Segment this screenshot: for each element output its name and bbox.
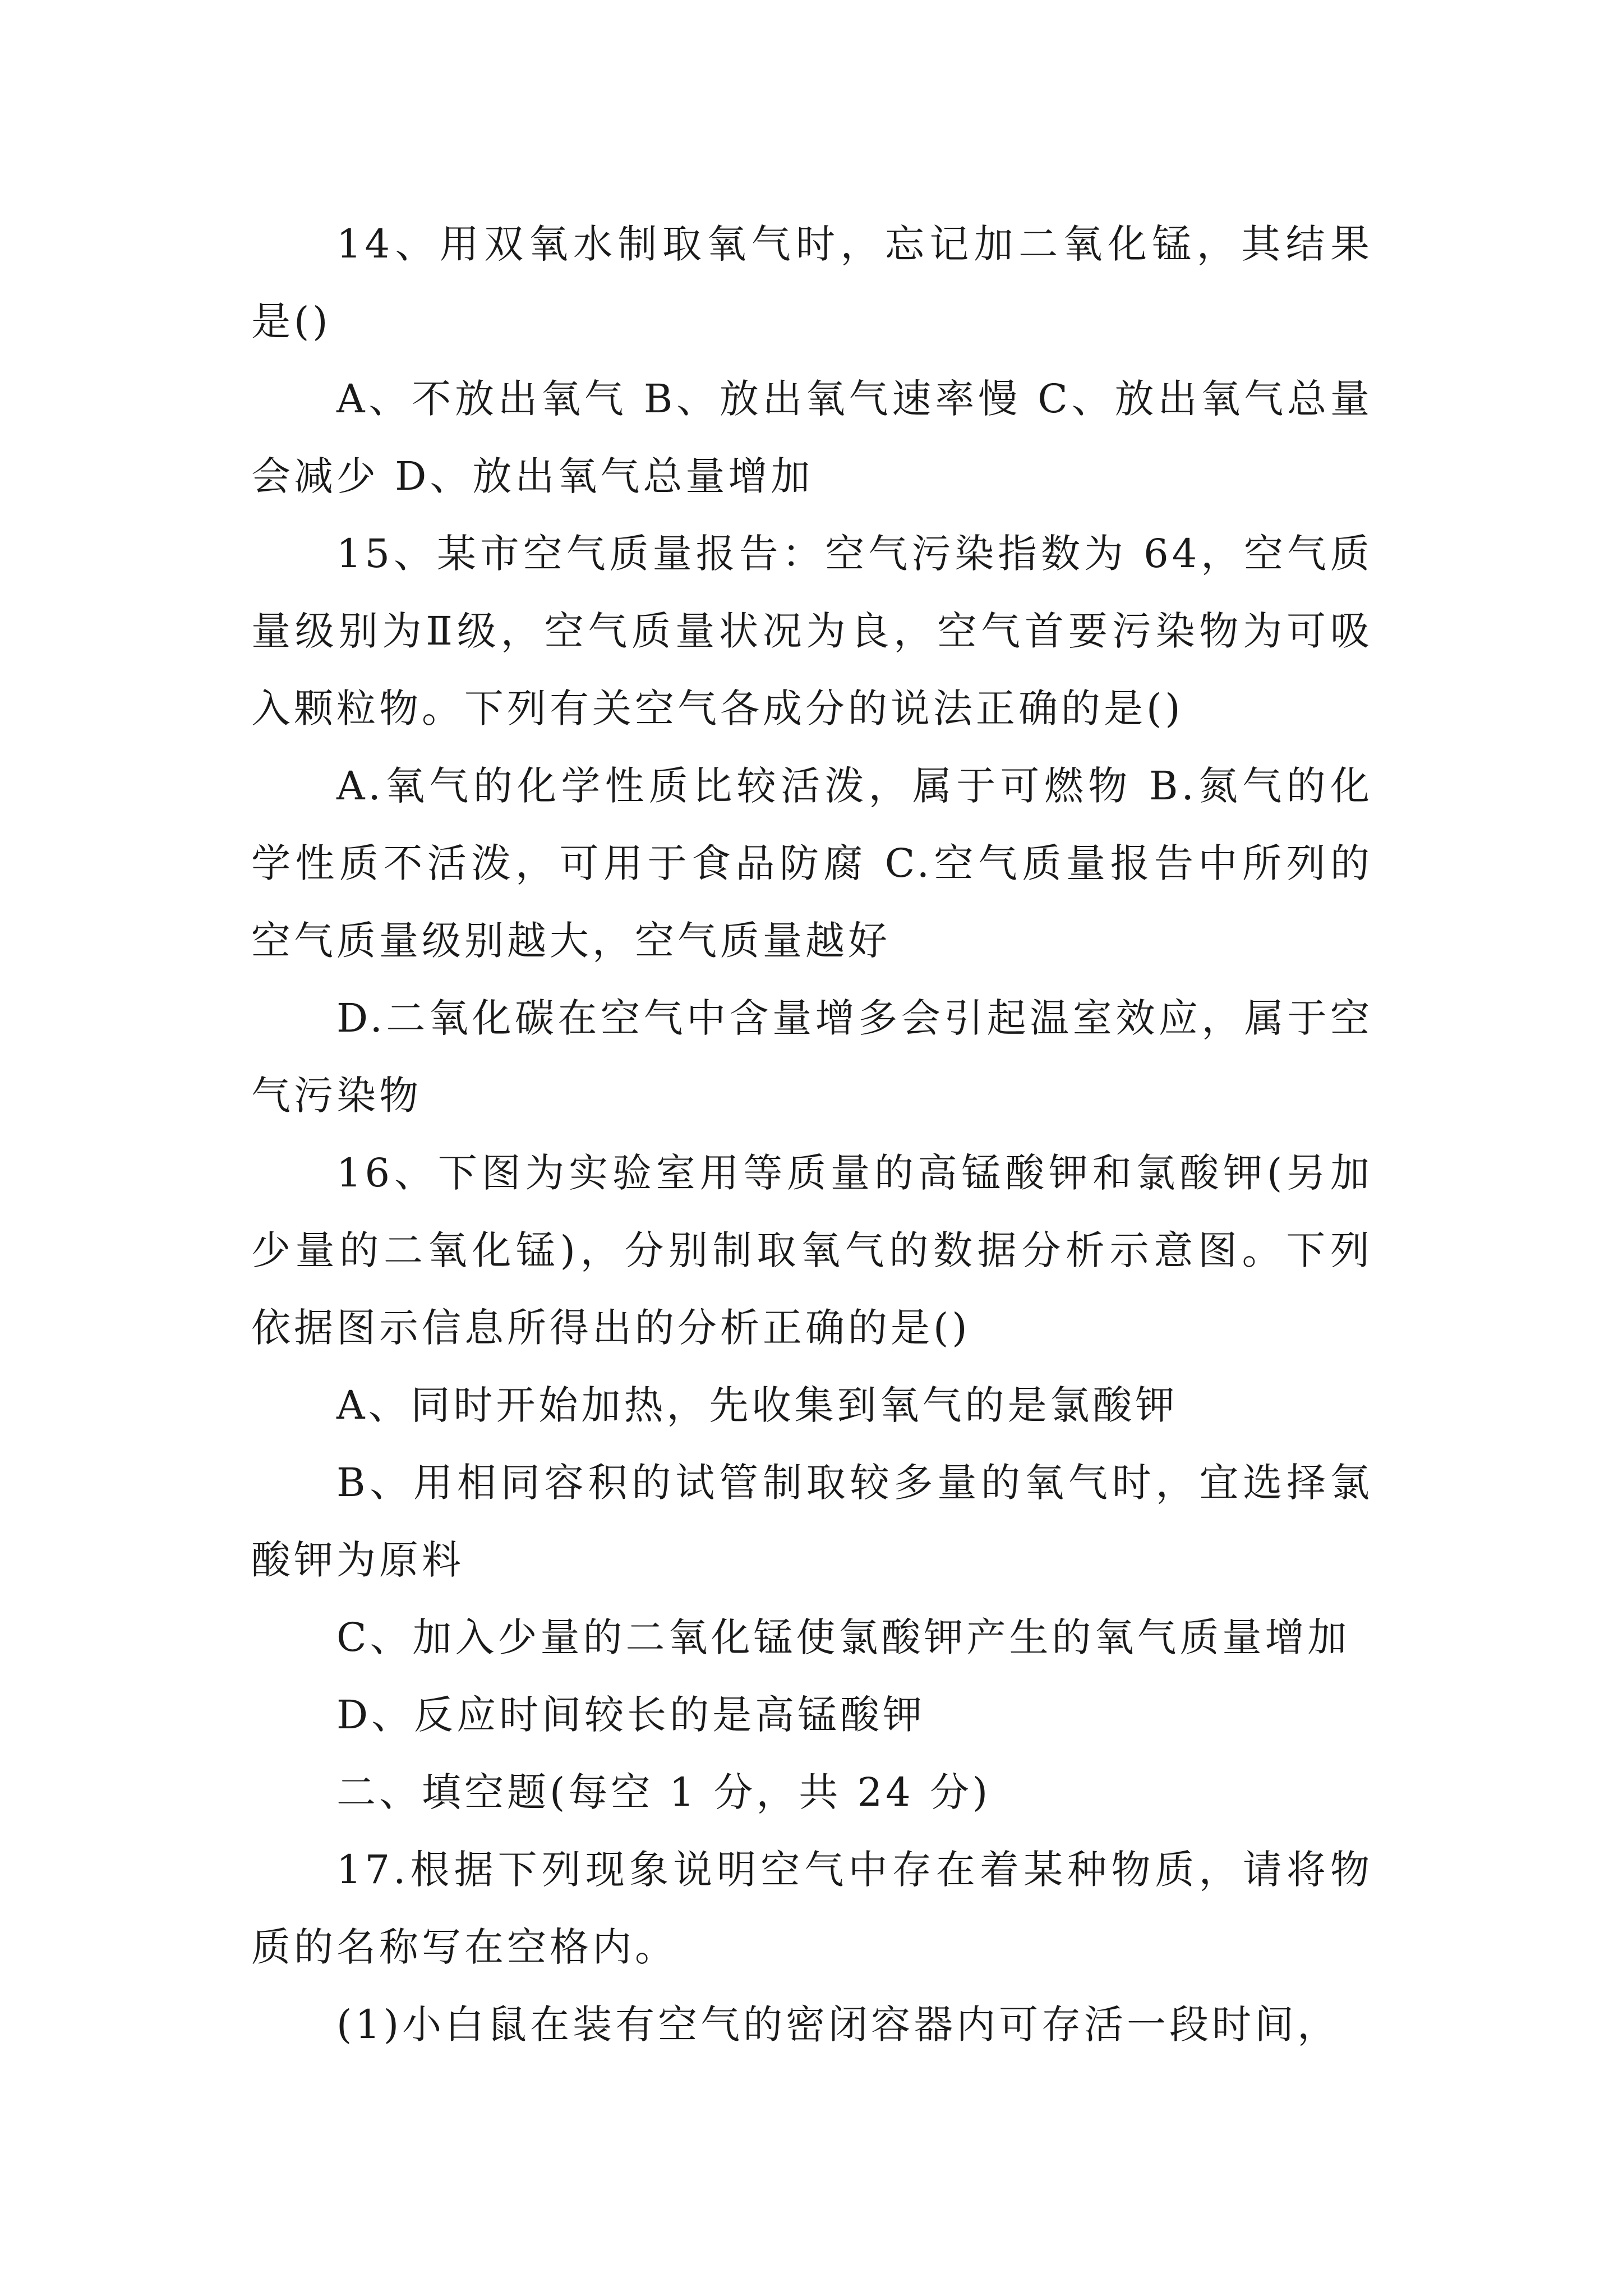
question-17-item-1: (1)小白鼠在装有空气的密闭容器内可存活一段时间，: [336, 2001, 1340, 2047]
question-16-option-a: A、同时开始加热，先收集到氧气的是氯酸钾: [336, 1382, 1178, 1428]
question-17-stem: 17.根据下列现象说明空气中存在着某种物质，请将物质的名称写在空格内。: [251, 1847, 1373, 1970]
question-14-options: A、不放出氧气 B、放出氧气速率慢 C、放出氧气总量会减少 D、放出氧气总量增加: [251, 376, 1373, 499]
question-15-stem: 15、某市空气质量报告：空气污染指数为 64，空气质量级别为Ⅱ级，空气质量状况为良，空气首要污染物为可吸入颗粒物。下列有关空气各成分的说法正确的是(): [251, 531, 1373, 731]
question-15-options-abc: A.氧气的化学性质比较活泼，属于可燃物 B.氮气的化学性质不活泼，可用于食品防腐 C.空气质量报告中所列的空气质量级别越大，空气质量越好: [251, 763, 1373, 964]
question-16-stem: 16、下图为实验室用等质量的高锰酸钾和氯酸钾(另加少量的二氧化锰)，分别制取氧气的数据分析示意图。下列依据图示信息所得出的分析正确的是(): [251, 1150, 1373, 1351]
section-heading-fill-in: 二、填空题(每空 1 分，共 24 分): [336, 1769, 992, 1815]
question-16-option-d: D、反应时间较长的是高锰酸钾: [336, 1692, 926, 1738]
document-body: [251, 205, 1373, 2063]
question-16-option-c: C、加入少量的二氧化锰使氯酸钾产生的氧气质量增加: [336, 1614, 1350, 1660]
question-16-option-b: B、用相同容积的试管制取较多量的氧气时，宜选择氯酸钾为原料: [251, 1460, 1373, 1583]
question-14-stem: 14、用双氧水制取氧气时，忘记加二氧化锰，其结果是(): [251, 221, 1373, 344]
question-15-option-d: D.二氧化碳在空气中含量增多会引起温室效应，属于空气污染物: [251, 995, 1373, 1119]
